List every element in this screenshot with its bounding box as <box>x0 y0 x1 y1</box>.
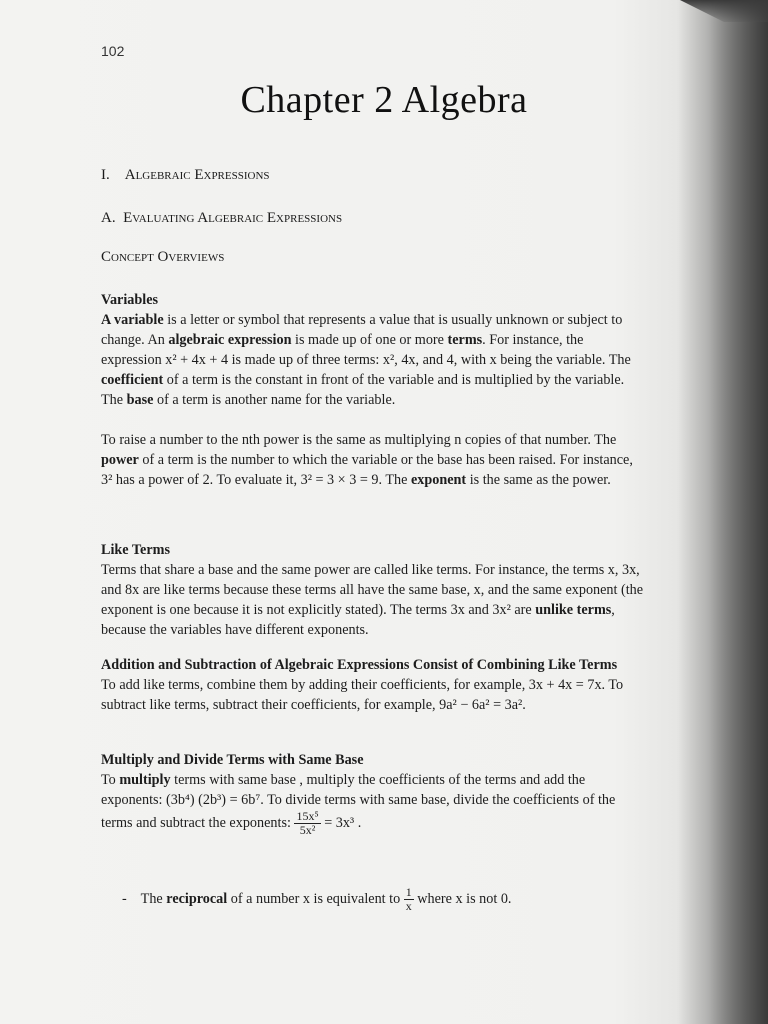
book-spine-shadow <box>678 0 768 1024</box>
page-number: 102 <box>101 43 125 59</box>
divide-fraction: $\frac{\text{15x⁵}}{\text{5x²}}$ <box>296 809 319 837</box>
reciprocal-fraction: $\frac{1}{x}$ <box>405 885 412 913</box>
section-i-heading <box>101 167 270 184</box>
variables-paragraph-1: A variable is a letter or symbol that represents a value that is usually unknown or subject to change. An algebraic expression is made up of one or more terms. For instance, the expression x² + 4x + 4 is made up of three terms: x², 4x, and 4, with x being the variable. The coefficient of a term is the constant in front of the variable and is multiplied by the variable. The base of a term is another name for the variable. <box>101 312 631 408</box>
like-terms-heading: Like Terms <box>101 542 170 558</box>
addition-heading: Addition and Subtraction of Algebraic Expressions Consist of Combining Like Terms <box>101 657 618 673</box>
multiply-heading: Multiply and Divide Terms with Same Base <box>101 752 364 768</box>
section-a-title: Evaluating Algebraic Expressions <box>123 210 343 226</box>
reciprocal-bullet: - The reciprocal of a number x is equivalent to $\frac{1}{x}$ where x is not 0. <box>122 885 512 913</box>
section-i-number: I. <box>101 167 110 183</box>
variables-section <box>101 290 646 490</box>
chapter-title: Chapter 2 Algebra <box>240 79 528 121</box>
multiply-paragraph: To multiply terms with same base , multiply the coefficients of the terms and add the exponents: (3b⁴) (2b³) = 6b⁷. To divide terms with same base, divide the coefficients of the terms and subtract the exponents: $\frac{\text{15x⁵}}{\text{5x²}}$ = 3x³ . <box>101 772 616 837</box>
like-terms-section <box>101 540 646 640</box>
multiply-section <box>101 750 646 837</box>
concept-overviews-heading: Concept Overviews <box>101 249 225 265</box>
section-i-title: Algebraic Expressions <box>124 167 270 183</box>
section-a-heading <box>101 210 342 227</box>
variables-heading: Variables <box>101 292 159 308</box>
addition-section <box>101 655 646 715</box>
bullet-dash: - <box>122 890 127 907</box>
section-a-number: A. <box>101 210 116 226</box>
addition-paragraph: To add like terms, combine them by adding their coefficients, for example, 3x + 4x = 7x. To subtract like terms, subtract their coefficients, for example, 9a² − 6a² = 3a². <box>101 677 624 713</box>
like-terms-paragraph: Terms that share a base and the same power are called like terms. For instance, the terms x, 3x, and 8x are like terms because these terms all have the same base, x, and the same exponent (the exponent is one because it is not explicitly stated). The terms 3x and 3x² are unlike terms, because the variables have different exponents. <box>101 562 644 638</box>
variables-paragraph-2: To raise a number to the nth power is the same as multiplying n copies of that number. The power of a term is the number to which the variable or the base has been raised. For instance, 3² has a power of 2. To evaluate it, 3² = 3 × 3 = 9. The exponent is the same as the power. <box>101 432 633 488</box>
